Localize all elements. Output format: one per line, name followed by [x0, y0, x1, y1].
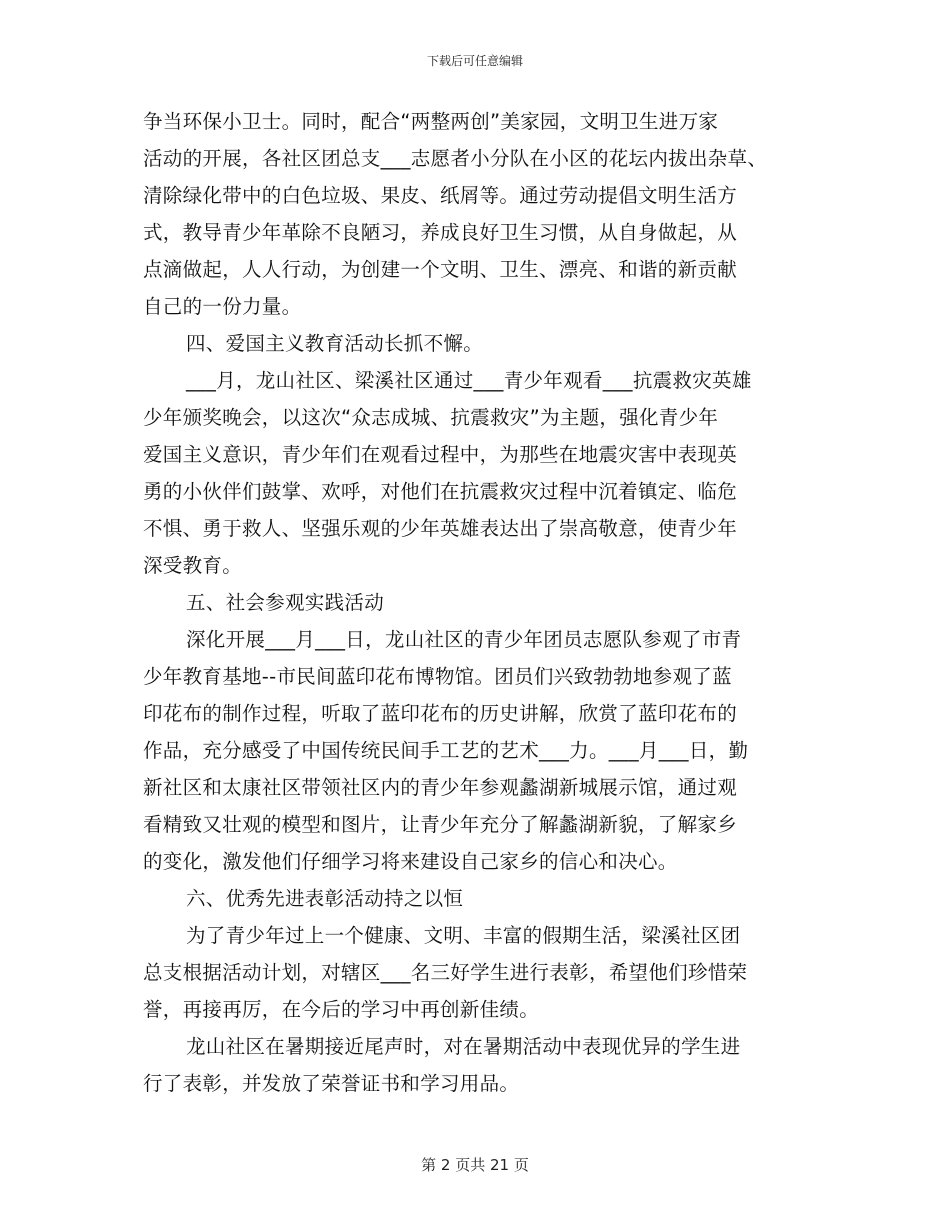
- text-line: ___月，龙山社区、梁溪社区通过___青少年观看___抗震救灾英雄: [186, 369, 752, 392]
- text-line: 少年教育基地--市民间蓝印花布博物馆。团员们兴致勃勃地参观了蓝: [143, 665, 732, 688]
- text-line: 自己的一份力量。: [143, 295, 302, 318]
- text-line: 四、爱国主义教育活动长抓不懈。: [186, 332, 484, 355]
- text-line: 不惧、勇于救人、坚强乐观的少年英雄表达出了崇高敬意，使青少年: [143, 517, 738, 540]
- text-line: 爱国主义意识，青少年们在观看过程中，为那些在地震灾害中表现英: [143, 443, 738, 466]
- text-line: 新社区和太康社区带领社区内的青少年参观蠡湖新城展示馆，通过观: [143, 776, 738, 799]
- text-line: 龙山社区在暑期接近尾声时，对在暑期活动中表现优异的学生进: [186, 1035, 741, 1058]
- text-line: 深化开展___月___日，龙山社区的青少年团员志愿队参观了市青: [186, 628, 742, 651]
- text-line: 深受教育。: [143, 554, 243, 577]
- text-line: 清除绿化带中的白色垃圾、果皮、纸屑等。通过劳动提倡文明生活方: [143, 184, 738, 207]
- text-line: 勇的小伙伴们鼓掌、欢呼，对他们在抗震救灾过程中沉着镇定、临危: [143, 480, 738, 503]
- text-line: 为了青少年过上一个健康、文明、丰富的假期生活，梁溪社区团: [186, 924, 741, 947]
- text-line: 六、优秀先进表彰活动持之以恒: [186, 887, 464, 910]
- text-line: 的变化，激发他们仔细学习将来建设自己家乡的信心和决心。: [143, 850, 678, 873]
- text-line: 点滴做起，人人行动，为创建一个文明、卫生、漂亮、和谐的新贡献: [143, 258, 738, 281]
- text-line: 活动的开展，各社区团总支___志愿者小分队在小区的花坛内拔出杂草、: [143, 147, 768, 170]
- text-line: 式，教导青少年革除不良陋习，养成良好卫生习惯，从自身做起，从: [143, 221, 738, 244]
- text-line: 印花布的制作过程，听取了蓝印花布的历史讲解，欣赏了蓝印花布的: [143, 702, 738, 725]
- document-body: [143, 103, 843, 1102]
- text-line: 行了表彰，并发放了荣誉证书和学习用品。: [143, 1072, 520, 1095]
- page-header: 下载后可任意编辑: [426, 54, 523, 68]
- page-footer: 第 2 页共 21 页: [421, 1156, 529, 1174]
- text-line: 总支根据活动计划，对辖区___名三好学生进行表彰，希望他们珍惜荣: [143, 961, 748, 984]
- text-line: 看精致又壮观的模型和图片，让青少年充分了解蠡湖新貌，了解家乡: [143, 813, 738, 836]
- text-line: 誉，再接再厉，在今后的学习中再创新佳绩。: [143, 998, 540, 1021]
- text-line: 作品，充分感受了中国传统民间手工艺的艺术___力。___月___日，勤: [143, 739, 749, 762]
- text-line: 争当环保小卫士。同时，配合“两整两创”美家园，文明卫生进万家: [143, 110, 719, 133]
- text-line: 五、社会参观实践活动: [186, 591, 385, 614]
- text-line: 少年颁奖晚会，以这次“众志成城、抗震救灾”为主题，强化青少年: [143, 406, 719, 429]
